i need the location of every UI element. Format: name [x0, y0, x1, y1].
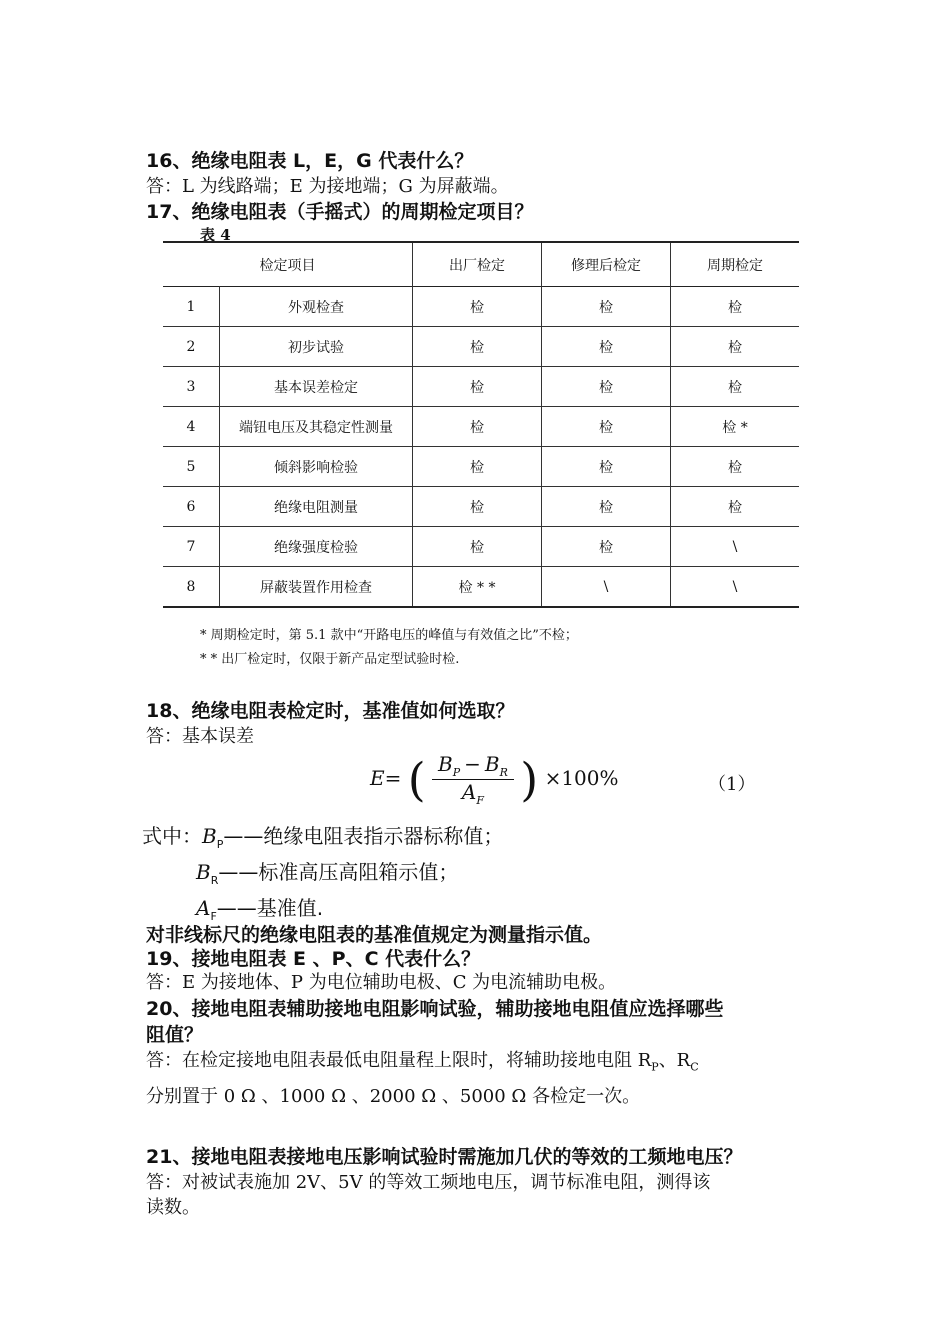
question-16: 16、绝缘电阻表 L，E，G 代表什么？: [146, 150, 474, 172]
verification-items-table: [163, 241, 799, 608]
formula-denominator: $A_F$: [461, 780, 485, 807]
table-row: [163, 407, 799, 447]
definition-bp: 式中：$B_P——$绝缘电阻表指示器标称值；: [142, 824, 504, 851]
answer-20-line-2: 分别置于 0 Ω 、1000 Ω 、2000 Ω 、5000 Ω 各检定一次。: [146, 1086, 641, 1107]
answer-18: 答：基本误差: [146, 726, 254, 747]
error-formula: [370, 752, 619, 812]
definition-af: $A_F——$基准值.: [196, 896, 324, 923]
row-number: 5: [163, 447, 220, 487]
row-repair: 检: [542, 367, 671, 407]
question-21: 21、接地电阻表接地电压影响试验时需施加几伏的等效的工频地电压？: [146, 1146, 743, 1168]
row-number: 1: [163, 287, 220, 327]
answer-21-line-1: 答：对被试表施加 2V、5V 的等效工频地电压，调节标准电阻，测得该: [146, 1172, 711, 1193]
row-number: 4: [163, 407, 220, 447]
row-factory: 检: [413, 527, 542, 567]
row-periodic: 检: [728, 499, 742, 516]
answer-21-line-2: 读数。: [146, 1197, 200, 1218]
row-item: 倾斜影响检验: [220, 447, 413, 487]
row-repair: \: [542, 567, 671, 608]
table-row: [163, 487, 799, 527]
question-20-line-2: 阻值？: [146, 1024, 204, 1046]
row-item: 端钮电压及其稳定性测量: [220, 407, 413, 447]
conclusion-18: 对非线标尺的绝缘电阻表的基准值规定为测量指示值。: [146, 924, 603, 946]
row-periodic: \: [732, 578, 738, 595]
formula-tail: ×100%: [544, 766, 619, 790]
header-periodic: 周期检定: [707, 257, 763, 274]
table-header-row: [163, 242, 799, 287]
table-row: [163, 527, 799, 567]
table-row: [163, 287, 799, 327]
row-repair: 检: [542, 447, 671, 487]
row-number: 6: [163, 487, 220, 527]
table-row: [163, 367, 799, 407]
table-row: [163, 447, 799, 487]
row-item: 外观检查: [220, 287, 413, 327]
answer-16: 答：L 为线路端；E 为接地端；G 为屏蔽端。: [146, 176, 509, 197]
row-repair: 检: [542, 287, 671, 327]
table-note-2: * * 出厂检定时，仅限于新产品定型试验时检.: [200, 652, 460, 667]
header-factory: 出厂检定: [413, 242, 542, 287]
row-factory: 检: [413, 327, 542, 367]
row-periodic: 检: [728, 299, 742, 316]
row-item: 初步试验: [220, 327, 413, 367]
row-number: 3: [163, 367, 220, 407]
question-19: 19、接地电阻表 E 、P、C 代表什么？: [146, 948, 481, 970]
row-number: 2: [163, 327, 220, 367]
row-factory: 检 * *: [413, 567, 542, 608]
table-row: [163, 567, 799, 608]
row-periodic: \: [732, 538, 738, 555]
row-factory: 检: [413, 287, 542, 327]
table-row: [163, 327, 799, 367]
formula-fraction: [432, 752, 514, 807]
row-item: 绝缘电阻测量: [220, 487, 413, 527]
answer-20-line-1: 答：在检定接地电阻表最低电阻量程上限时，将辅助接地电阻 $R_P$、$R_C$: [146, 1050, 699, 1074]
header-repair: 修理后检定: [542, 242, 671, 287]
formula-lhs: E=: [370, 766, 402, 790]
definition-br: $B_R——$标准高压高阻箱示值；: [196, 860, 459, 887]
row-factory: 检: [413, 407, 542, 447]
right-paren: ): [520, 752, 539, 807]
row-item: 屏蔽装置作用检查: [220, 567, 413, 608]
table-note-1: * 周期检定时，第 5.1 款中“开路电压的峰值与有效值之比”不检；: [200, 628, 578, 643]
question-17: 17、绝缘电阻表（手摇式）的周期检定项目？: [146, 201, 534, 223]
row-factory: 检: [413, 487, 542, 527]
row-factory: 检: [413, 367, 542, 407]
row-repair: 检: [542, 327, 671, 367]
table-caption: 表 4: [200, 226, 231, 244]
row-number: 7: [163, 527, 220, 567]
equation-number: （1）: [708, 774, 756, 795]
row-factory: 检: [413, 447, 542, 487]
row-item: 基本误差检定: [220, 367, 413, 407]
row-item: 绝缘强度检验: [220, 527, 413, 567]
row-periodic: 检 *: [722, 419, 748, 436]
formula-numerator: $B_P - B_R$: [432, 752, 514, 780]
row-repair: 检: [542, 407, 671, 447]
question-18: 18、绝缘电阻表检定时，基准值如何选取？: [146, 700, 515, 722]
row-periodic: 检: [728, 459, 742, 476]
question-20-line-1: 20、接地电阻表辅助接地电阻影响试验，辅助接地电阻值应选择哪些: [146, 998, 724, 1020]
header-item: 检定项目: [163, 242, 413, 287]
row-repair: 检: [542, 527, 671, 567]
left-paren: (: [407, 752, 426, 807]
answer-19: 答：E 为接地体、P 为电位辅助电极、C 为电流辅助电极。: [146, 972, 617, 993]
row-repair: 检: [542, 487, 671, 527]
row-periodic: 检: [728, 379, 742, 396]
row-number: 8: [163, 567, 220, 608]
row-periodic: 检: [728, 339, 742, 356]
